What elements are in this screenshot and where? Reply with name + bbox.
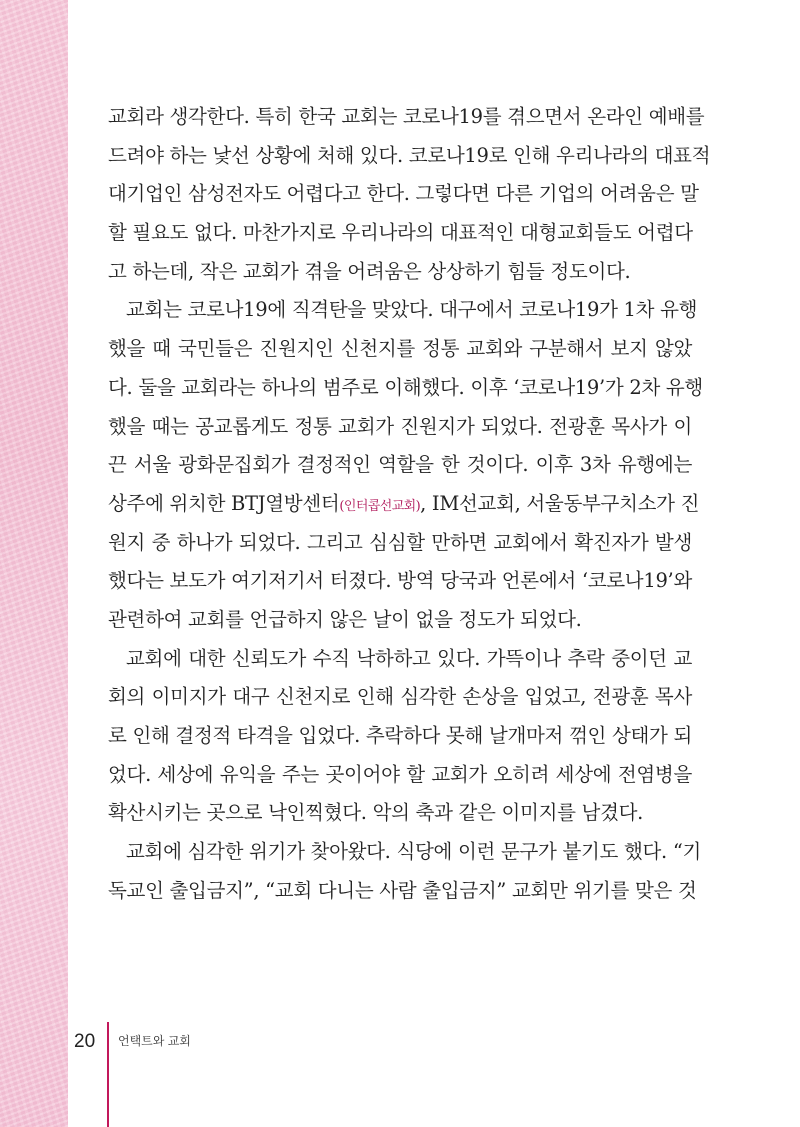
page-number: 20 bbox=[74, 1031, 96, 1052]
text-line-with-note bbox=[108, 485, 700, 524]
text-segment: , IM선교회, 서울동부구치소가 진 bbox=[420, 491, 700, 515]
text-segment: 상주에 위치한 BTJ열방센터 bbox=[108, 491, 340, 515]
text-line: 독교인 출입금지”, “교회 다니는 사람 출입금지” 교회만 위기를 맞은 것 bbox=[108, 878, 697, 902]
page-footer bbox=[74, 1022, 102, 1062]
text-line: 었다. 세상에 유익을 주는 곳이어야 할 교회가 오히려 세상에 전염병을 bbox=[108, 762, 692, 786]
text-line: 할 필요도 없다. 마찬가지로 우리나라의 대표적인 대형교회들도 어렵다 bbox=[108, 221, 693, 245]
text-line: 원지 중 하나가 되었다. 그리고 심심할 만하면 교회에서 확진자가 발생 bbox=[108, 530, 692, 554]
text-line: 드려야 하는 낯선 상황에 처해 있다. 코로나19로 인해 우리나라의 대표적 bbox=[108, 143, 711, 167]
paragraph-start-line: 교회에 대한 신뢰도가 수직 낙하하고 있다. 가뜩이나 추락 중이던 교 bbox=[126, 646, 692, 670]
text-line: 로 인해 결정적 타격을 입었다. 추락하다 못해 날개마저 꺾인 상태가 되 bbox=[108, 724, 692, 747]
body-text bbox=[108, 98, 711, 910]
text-line: 교회라 생각한다. 특히 한국 교회는 코로나19를 겪으면서 온라인 예배를 bbox=[108, 105, 705, 128]
organization-note: (인터콥선교회) bbox=[339, 498, 421, 514]
text-line: 했다는 보도가 여기저기서 터졌다. 방역 당국과 언론에서 ‘코로나19’와 bbox=[108, 569, 692, 593]
text-line: 했을 때 국민들은 진원지인 신천지를 정통 교회와 구분해서 보지 않았 bbox=[108, 337, 692, 361]
text-line: 했을 때는 공교롭게도 정통 교회가 진원지가 되었다. 전광훈 목사가 이 bbox=[108, 414, 692, 438]
text-line: 회의 이미지가 대구 신천지로 인해 심각한 손상을 입었고, 전광훈 목사 bbox=[108, 685, 692, 709]
footer-divider bbox=[107, 1022, 109, 1127]
text-line: 확산시키는 곳으로 낙인찍혔다. 악의 축과 같은 이미지를 남겼다. bbox=[108, 801, 644, 825]
text-line: 대기업인 삼성전자도 어렵다고 한다. 그렇다면 다른 기업의 어려움은 말 bbox=[108, 182, 699, 206]
text-line: 다. 둘을 교회라는 하나의 범주로 이해했다. 이후 ‘코로나19’가 2차 유행 bbox=[108, 375, 703, 399]
text-line: 고 하는데, 작은 교회가 겪을 어려움은 상상하기 힘들 정도이다. bbox=[108, 259, 631, 283]
text-line: 끈 서울 광화문집회가 결정적인 역할을 한 것이다. 이후 3차 유행에는 bbox=[108, 453, 692, 477]
decorative-side-strip bbox=[0, 0, 68, 1127]
text-line: 관련하여 교회를 언급하지 않은 날이 없을 정도가 되었다. bbox=[108, 607, 582, 631]
running-title: 언택트와 교회 bbox=[118, 1034, 191, 1048]
paragraph-start-line: 교회에 심각한 위기가 찾아왔다. 식당에 이런 문구가 붙기도 했다. “기 bbox=[126, 840, 702, 864]
paragraph-start-line: 교회는 코로나19에 직격탄을 맞았다. 대구에서 코로나19가 1차 유행 bbox=[126, 298, 698, 322]
